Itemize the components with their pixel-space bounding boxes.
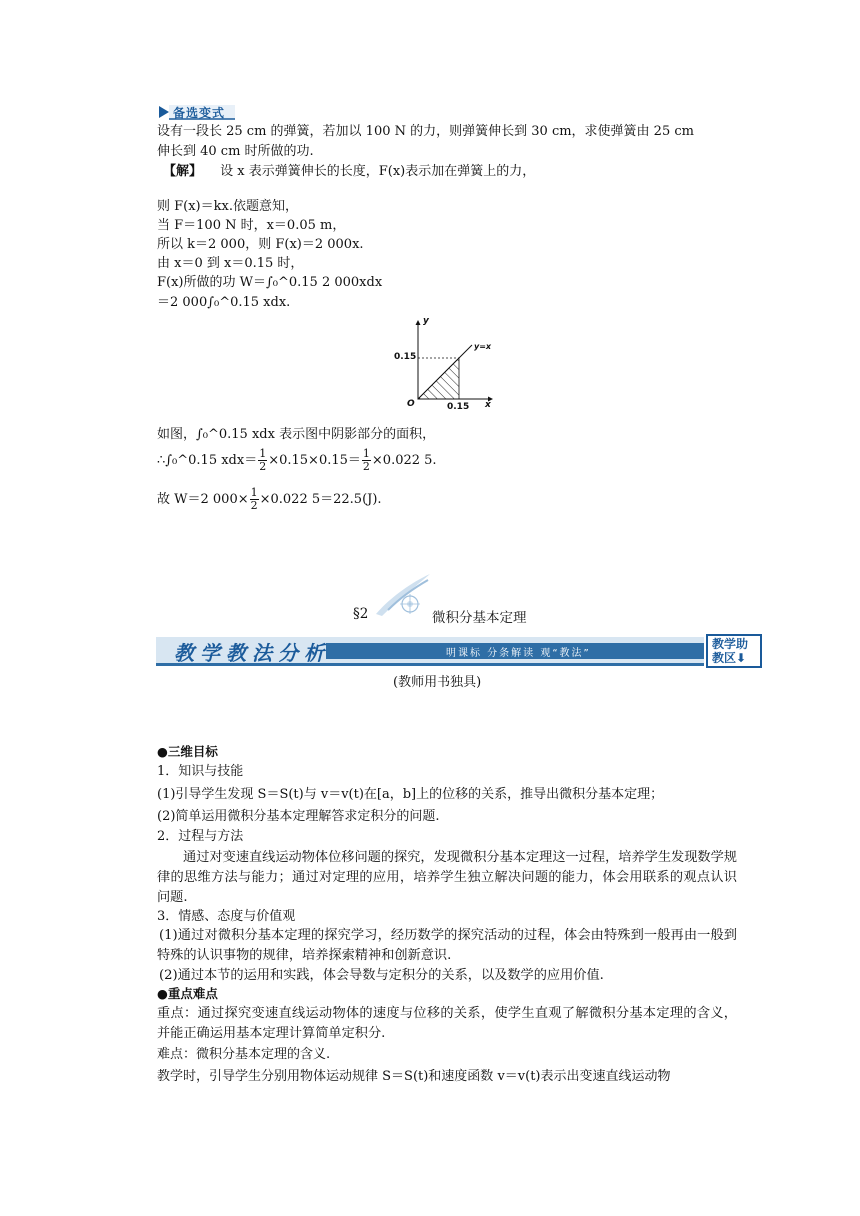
teaching-aid-line-2: 教区⬇ (712, 651, 747, 665)
step-2: 当 F＝100 N 时，x＝0.05 m， (157, 218, 346, 233)
problem-line-1: 设有一段长 25 cm 的弹簧，若加以 100 N 的力，则弹簧伸长到 30 cm，求使弹簧由 25 cm (157, 124, 694, 139)
teaching-aid-button[interactable] (706, 634, 762, 668)
solution-intro-text: 设 x 表示弹簧伸长的长度，F(x)表示加在弹簧上的力， (220, 164, 536, 179)
goal-2-text: 通过对变速直线运动物体位移问题的探究，发现微积分基本定理这一过程，培养学生发现数学规律的思维方法与能力；通过对定理的应用，培养学生独立解决问题的能力，体会用联系的观点认识问题. (157, 850, 737, 905)
step-1: 则 F(x)＝kx.依题意知， (157, 199, 298, 214)
after-figure-text: 如图，∫₀^0.15 xdx 表示图中阴影部分的面积， (157, 427, 436, 442)
fraction-half-2 (362, 448, 371, 473)
variant-badge (157, 104, 237, 120)
integral-figure (390, 318, 500, 418)
fraction-denominator: 2 (259, 460, 267, 473)
key-point-text: 重点：通过探究变速直线运动物体的速度与位移的关系，使学生直观了解微积分基本定理的含义，并能正确运用基本定理计算简单定积分. (157, 1006, 737, 1041)
step-6: ＝2 000∫₀^0.15 xdx. (157, 295, 291, 310)
therefore-end: ×0.022 5. (371, 453, 437, 468)
section-number: §2 (353, 606, 369, 622)
difficult-point-text: 难点：微积分基本定理的含义. (157, 1047, 331, 1062)
line-label: y=x (474, 342, 492, 351)
fraction-denominator: 2 (362, 460, 370, 473)
fraction-half-1 (258, 448, 267, 473)
fraction-numerator: 1 (250, 486, 258, 499)
solution-label: 【解】 (163, 164, 203, 179)
step-4: 由 x＝0 到 x＝0.15 时， (157, 256, 304, 271)
goal-2-title: 2．过程与方法 (157, 829, 244, 844)
y-tick-label: 0.15 (394, 352, 417, 362)
goal-3-b: (2)通过本节的运用和实践，体会导数与定积分的关系，以及数学的应用价值. (159, 968, 604, 983)
origin-label: O (407, 399, 415, 409)
fraction-denominator: 2 (250, 499, 258, 512)
therefore-line (157, 448, 437, 472)
step-3: 所以 k＝2 000，则 F(x)＝2 000x. (157, 237, 364, 252)
goal-3-a: (1)通过对微积分基本定理的探究学习，经历数学的探究活动的过程，体会由特殊到一般再由一般到特殊的认识事物的规律，培养探索精神和创新意识. (157, 928, 737, 963)
final-end: ×0.022 5＝22.5(J). (259, 492, 382, 507)
step-5: F(x)所做的功 W＝∫₀^0.15 2 000xdx (157, 275, 383, 290)
teacher-only-note: (教师用书独具) (393, 675, 482, 690)
fraction-numerator: 1 (259, 447, 267, 460)
final-line (157, 487, 382, 511)
goal-1-b: (2)简单运用微积分基本定理解答求定积分的问题. (157, 809, 440, 824)
goal-1-title: 1．知识与技能 (157, 764, 244, 779)
fraction-half-3 (250, 487, 259, 512)
teaching-aid-line-1: 教学助 (712, 637, 749, 651)
x-axis-label: x (485, 400, 491, 410)
teaching-banner (156, 633, 764, 669)
banner-title: 教学教法分析 (174, 641, 330, 665)
therefore-mid: ×0.15×0.15＝ (268, 453, 361, 468)
therefore-prefix: ∴∫₀^0.15 xdx＝ (157, 453, 258, 468)
goal-1-a: (1)引导学生发现 S＝S(t)与 v＝v(t)在[a，b]上的位移的关系，推导出微积分基本定理； (157, 787, 664, 802)
solution-intro (163, 163, 535, 181)
badge-label: 备选变式 (173, 106, 226, 120)
x-tick-label: 0.15 (447, 402, 470, 412)
fraction-numerator: 1 (362, 447, 370, 460)
section-title: 微积分基本定理 (432, 610, 527, 626)
goals-heading: ●三维目标 (157, 744, 218, 759)
banner-subtitle: 明课标 分条解读 观“教法” (446, 648, 591, 659)
goal-3-title: 3．情感、态度与价值观 (157, 909, 296, 924)
teaching-text: 教学时，引导学生分别用物体运动规律 S＝S(t)和速度函数 v＝v(t)表示出变速直线运动物 (157, 1069, 671, 1084)
final-prefix: 故 W＝2 000× (157, 492, 249, 507)
section-emblem-icon (368, 570, 438, 620)
key-points-heading: ●重点难点 (157, 986, 218, 1001)
y-axis-arrow-icon (416, 320, 421, 325)
y-axis-label: y (423, 316, 429, 326)
problem-line-2: 伸长到 40 cm 时所做的功. (157, 144, 314, 159)
